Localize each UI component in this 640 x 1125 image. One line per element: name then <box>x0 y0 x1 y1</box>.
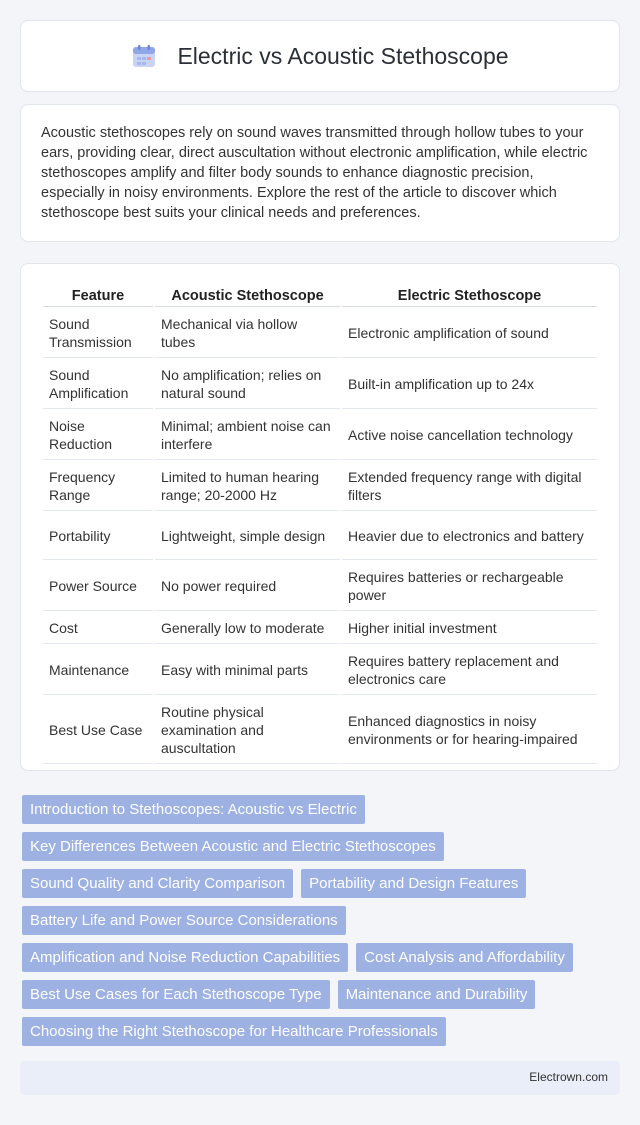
table-cell: Frequency Range <box>43 462 153 511</box>
topic-link-maintenance[interactable]: Maintenance and Durability <box>338 980 536 1009</box>
topic-link-best-use-cases[interactable]: Best Use Cases for Each Stethoscope Type <box>22 980 330 1009</box>
intro-text: Acoustic stethoscopes rely on sound waves transmitted through hollow tubes to your ears, providing clear, direct auscultation without electronic amplification, while electric stethoscopes amplify and filter body sounds to enhance diagnostic precision, especially in noisy environments. Explore the rest of the article to discover which stethoscope best suits your clinical needs and preferences. <box>41 125 588 221</box>
table-cell: Requires batteries or rechargeable power <box>342 562 597 611</box>
header-electric: Electric Stethoscope <box>342 284 597 307</box>
table-cell: No power required <box>155 562 340 611</box>
topic-link-sound-quality[interactable]: Sound Quality and Clarity Comparison <box>22 869 293 898</box>
comparison-table <box>41 282 599 766</box>
table-cell: Power Source <box>43 562 153 611</box>
intro-card <box>20 104 620 242</box>
table-row <box>43 562 597 611</box>
table-row <box>43 411 597 460</box>
table-cell: Sound Transmission <box>43 309 153 358</box>
table-cell: Built-in amplification up to 24x <box>342 360 597 409</box>
table-cell: Higher initial investment <box>342 613 597 644</box>
table-cell: Heavier due to electronics and battery <box>342 513 597 560</box>
topic-link-key-differences[interactable]: Key Differences Between Acoustic and Electric Stethoscopes <box>22 832 444 861</box>
topic-link-choosing[interactable]: Choosing the Right Stethoscope for Healthcare Professionals <box>22 1017 446 1046</box>
page-title: Electric vs Acoustic Stethoscope <box>177 42 509 69</box>
table-cell: Mechanical via hollow tubes <box>155 309 340 358</box>
topic-link-portability[interactable]: Portability and Design Features <box>301 869 526 898</box>
table-cell: Limited to human hearing range; 20-2000 Hz <box>155 462 340 511</box>
table-cell: Generally low to moderate <box>155 613 340 644</box>
table-cell: Minimal; ambient noise can interfere <box>155 411 340 460</box>
table-cell: Portability <box>43 513 153 560</box>
table-cell: Extended frequency range with digital filters <box>342 462 597 511</box>
table-cell: Noise Reduction <box>43 411 153 460</box>
topic-link-battery-life[interactable]: Battery Life and Power Source Considerations <box>22 906 346 935</box>
table-cell: Sound Amplification <box>43 360 153 409</box>
table-cell: Enhanced diagnostics in noisy environments or for hearing-impaired <box>342 697 597 764</box>
table-row <box>43 697 597 764</box>
table-cell: Electronic amplification of sound <box>342 309 597 358</box>
comparison-card <box>20 263 620 771</box>
table-cell: No amplification; relies on natural sound <box>155 360 340 409</box>
table-cell: Lightweight, simple design <box>155 513 340 560</box>
table-cell: Easy with minimal parts <box>155 646 340 695</box>
calendar-icon <box>131 43 157 69</box>
topic-link-cost-analysis[interactable]: Cost Analysis and Affordability <box>356 943 573 972</box>
table-cell: Routine physical examination and auscultation <box>155 697 340 764</box>
header-card <box>20 20 620 92</box>
table-cell: Cost <box>43 613 153 644</box>
table-cell: Maintenance <box>43 646 153 695</box>
table-cell: Best Use Case <box>43 697 153 764</box>
topic-link-amplification[interactable]: Amplification and Noise Reduction Capabilities <box>22 943 348 972</box>
topic-links <box>22 795 622 1054</box>
footer <box>20 1061 620 1095</box>
table-row <box>43 462 597 511</box>
table-cell: Active noise cancellation technology <box>342 411 597 460</box>
footer-site-name: Electrown.com <box>529 1070 608 1084</box>
topic-link-introduction[interactable]: Introduction to Stethoscopes: Acoustic vs Electric <box>22 795 365 824</box>
table-cell: Requires battery replacement and electronics care <box>342 646 597 695</box>
table-row <box>43 646 597 695</box>
table-row <box>43 360 597 409</box>
table-row <box>43 613 597 644</box>
header-acoustic: Acoustic Stethoscope <box>155 284 340 307</box>
table-row <box>43 513 597 560</box>
header-feature: Feature <box>43 284 153 307</box>
table-row <box>43 309 597 358</box>
